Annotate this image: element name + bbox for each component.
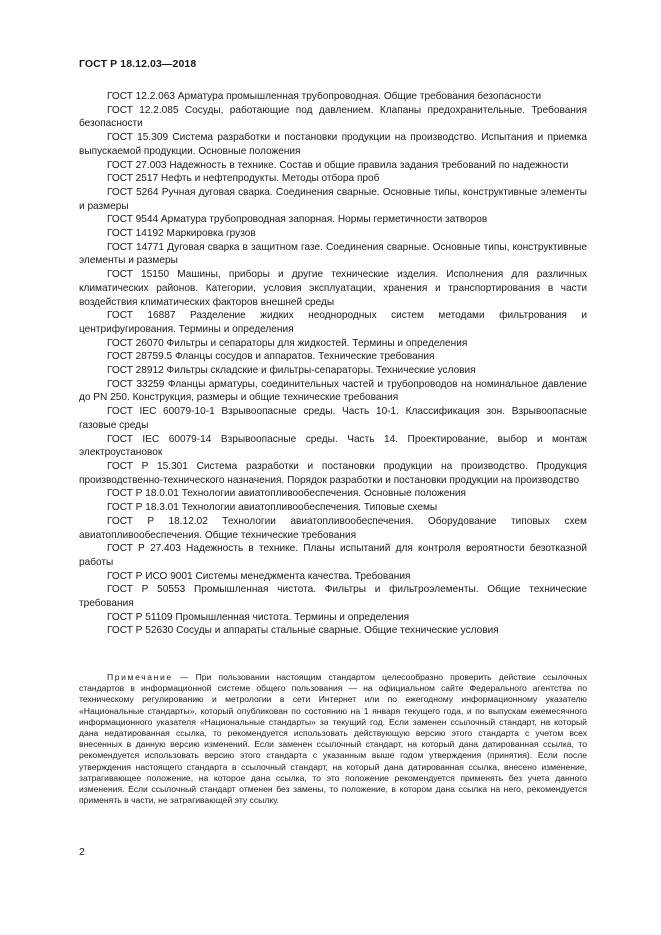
reference-item: ГОСТ Р 18.0.01 Технологии авиатопливообеспечения. Основные положения <box>107 488 467 500</box>
reference-item: ГОСТ Р 52630 Сосуды и аппараты стальные сварные. Общие технические условия <box>107 625 499 637</box>
reference-item: ГОСТ 12.2.063 Арматура промышленная трубопроводная. Общие требования безопасности <box>107 91 542 102</box>
reference-item: ГОСТ Р 18.12.02 Технологии авиатопливообеспечения. Оборудование типовых схем авиатопливообеспечения. Общие технические требования <box>79 515 587 541</box>
note-text: — При пользовании настоящим стандартом целесообразно проверить действие ссылочных стандартов в информационной системе общего пользования — на официальном сайте Федерального агентства по техническому регулированию и метрологии в сети Интернет или по ежегодному информационному указателю «Национальные стандарты», который опубликован по состоянию на 1 января текущего года, и по выпускам ежемесячного информационного указателя «Национальные стандарты» за текущий год. Если заменен ссылочный стандарт, на который дана недатированная ссылка, то рекомендуется использовать действующую версию этого стандарта с учетом всех внесенных в данную версию изменений. Если заменен ссылочный стандарт, на который дана датированная ссылка, то рекомендуется использовать версию этого стандарта с указанным выше годом утверждения (принятия). Если после утверждения настоящего стандарта в ссылочный стандарт, на который дана датированная ссылка, внесено изменение, затрагивающее положение, на которое дана ссылка, то это положение рекомендуется применять без учета данного изменения. Если ссылочный стандарт отменен без замены, то положение, в котором дана ссылка на него, рекомендуется применять в части, не затрагивающей эту ссылку. <box>79 672 587 806</box>
reference-item: ГОСТ Р ИСО 9001 Системы менеджмента качества. Требования <box>107 570 411 582</box>
note-label: Примечание <box>107 672 173 682</box>
reference-item: ГОСТ 14192 Маркировка грузов <box>107 228 256 240</box>
reference-item: ГОСТ 12.2.085 Сосуды, работающие под давлением. Клапаны предохранительные. Требования безопасности <box>79 104 587 130</box>
reference-item: ГОСТ Р 18.3.01 Технологии авиатопливообеспечения. Типовые схемы <box>107 502 438 514</box>
reference-item: ГОСТ IEC 60079-14 Взрывоопасные среды. Часть 14. Проектирование, выбор и монтаж электроустановок <box>79 433 587 459</box>
reference-item: ГОСТ 27.003 Надежность в технике. Состав и общие правила задания требований по надежности <box>107 159 569 171</box>
reference-item: ГОСТ 9544 Арматура трубопроводная запорная. Нормы герметичности затворов <box>107 214 488 226</box>
reference-item: ГОСТ 16887 Разделение жидких неоднородных систем методами фильтрования и центрифугирования. Термины и определения <box>79 310 587 335</box>
reference-item: ГОСТ 28912 Фильтры складские и фильтры-сепараторы. Технические условия <box>107 365 476 377</box>
reference-item: ГОСТ 14771 Дуговая сварка в защитном газе. Соединения сварные. Основные типы, конструктивные элементы и размеры <box>79 241 587 267</box>
reference-item: ГОСТ Р 15.301 Система разработки и постановки продукции на производство. Продукция производственно-технического назначения. Порядок разработки и постановки продукции на производство <box>79 460 587 486</box>
reference-item: ГОСТ Р 27.403 Надежность в технике. Планы испытаний для контроля вероятности безотказной работы <box>79 543 587 568</box>
note-block <box>79 672 587 806</box>
reference-item: ГОСТ 5264 Ручная дуговая сварка. Соединения сварные. Основные типы, конструктивные элементы и размеры <box>79 186 587 212</box>
normative-references-list <box>79 90 587 638</box>
note-paragraph <box>79 672 587 806</box>
reference-item: ГОСТ Р 50553 Промышленная чистота. Фильтры и фильтроэлементы. Общие технические требования <box>79 584 587 610</box>
page-number: 2 <box>79 846 85 858</box>
reference-item: ГОСТ 26070 Фильтры и сепараторы для жидкостей. Термины и определения <box>107 337 468 349</box>
reference-item: ГОСТ IEC 60079-10-1 Взрывоопасные среды. Часть 10-1. Классификация зон. Взрывоопасные газовые среды <box>79 406 587 431</box>
reference-item: ГОСТ 15150 Машины, приборы и другие технические изделия. Исполнения для различных климатических районов. Категории, условия эксплуатации, хранения и транспортирования в части воздействия климатических факторов внешней среды <box>79 269 587 308</box>
reference-item: ГОСТ 33259 Фланцы арматуры, соединительных частей и трубопроводов на номинальное давление до PN 250. Конструкция, размеры и общие технические требования <box>79 378 587 404</box>
reference-item: ГОСТ 2517 Нефть и нефтепродукты. Методы отбора проб <box>107 173 380 185</box>
reference-item: ГОСТ Р 51109 Промышленная чистота. Термины и определения <box>107 611 410 623</box>
document-header: ГОСТ Р 18.12.03—2018 <box>79 58 197 70</box>
reference-item: ГОСТ 28759.5 Фланцы сосудов и аппаратов. Технические требования <box>107 351 435 363</box>
reference-item: ГОСТ 15.309 Система разработки и постановки продукции на производство. Испытания и приемка выпускаемой продукции. Основные положения <box>79 132 587 157</box>
